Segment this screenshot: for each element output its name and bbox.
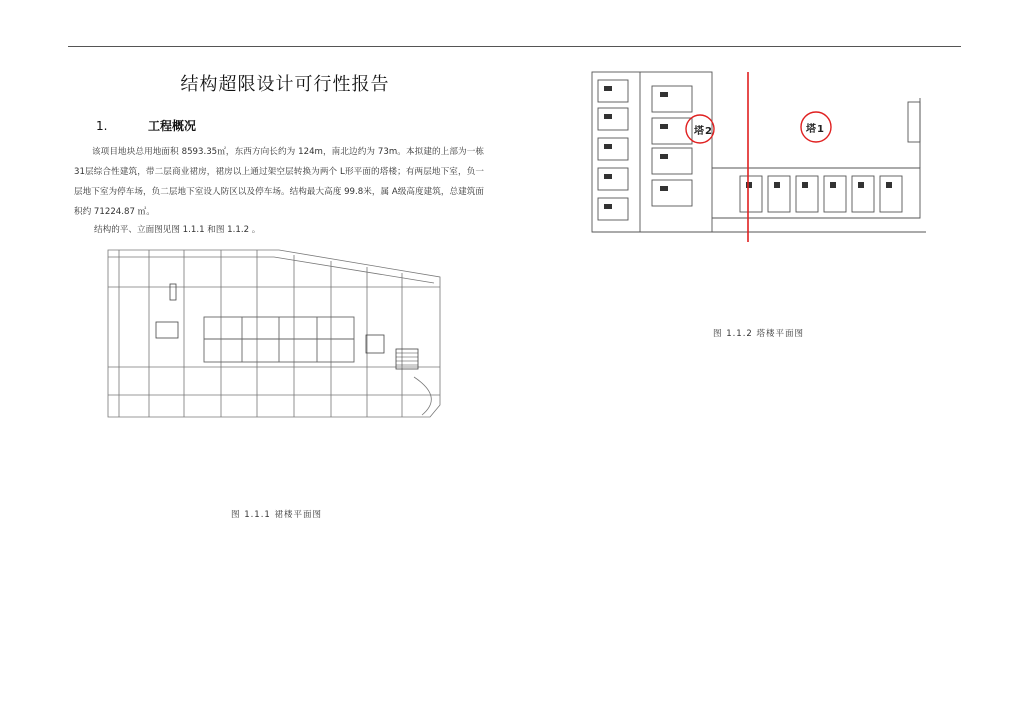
header-rule (68, 46, 961, 47)
section-heading (96, 117, 196, 134)
figure-1-1-2-caption: 图 1.1.2 塔楼平面图 (713, 329, 805, 339)
figure-reference-paragraph: 结构的平、立面图见图 1.1.1 和图 1.1.2 。 (94, 225, 261, 235)
section-name: 工程概况 (148, 119, 197, 133)
tower-floor-plan (590, 68, 930, 243)
figure-1-1-1-caption: 图 1.1.1 裙楼平面图 (231, 510, 323, 520)
tower-1-label: 塔1 (806, 124, 825, 135)
podium-floor-plan (104, 247, 446, 422)
report-title: 结构超限设计可行性报告 (180, 74, 390, 95)
tower-2-label: 塔2 (694, 126, 713, 137)
section-number: 1. (96, 119, 108, 133)
project-overview-paragraph: 该项目地块总用地面积 8593.35㎡，东西方向长约为 124m，南北边约为 73m。本拟建的上部为一栋 31层综合性建筑，带二层商业裙房，裙房以上通过架空层转换为两个 L形平面的塔楼；有两层地下室，负一层地下室为停车场，负二层地下室设人防区以及停车场。结构最大高度 99.8米，属 A级高度建筑，总建筑面积约 71224.87 ㎡。 (74, 147, 484, 217)
